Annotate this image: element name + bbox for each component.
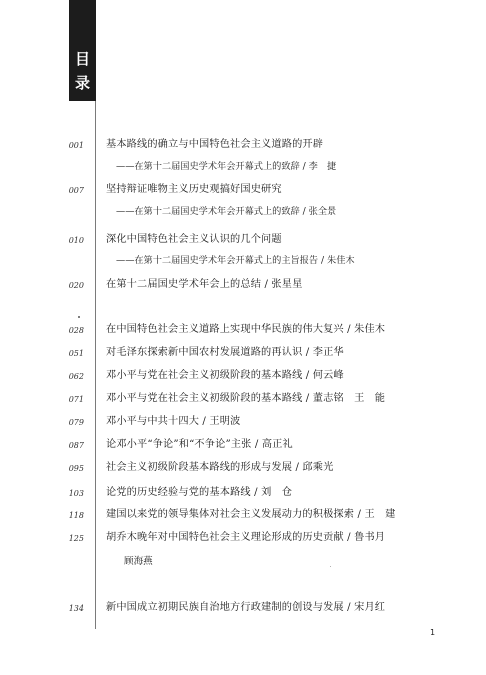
toc-title: 社会主义初级阶段基本路线的形成与发展 / 邱乘光: [106, 462, 334, 473]
toc-page-number: 071: [68, 395, 84, 404]
toc-page-number: 087: [68, 441, 84, 450]
toc-page-number: 028: [68, 326, 84, 335]
toc-author-continuation: 顾海燕: [124, 556, 153, 567]
toc-title: 邓小平与党在社会主义初级阶段的基本路线 / 何云峰: [106, 370, 344, 381]
toc-subtitle: ——在第十二届国史学术年会开幕式上的致辞 / 李 捷: [116, 161, 337, 172]
toc-title: 基本路线的确立与中国特色社会主义道路的开辟: [106, 139, 324, 150]
toc-page-number: 134: [68, 604, 84, 613]
toc-subtitle: ——在第十二届国史学术年会开幕式上的主旨报告 / 朱佳木: [116, 255, 355, 266]
toc-page-number: 020: [68, 281, 84, 290]
toc-page-number: 062: [68, 372, 84, 381]
toc-page-number: 001: [68, 141, 84, 150]
toc-title: 邓小平与党在社会主义初级阶段的基本路线 / 董志铭 王 能: [106, 393, 386, 404]
toc-page-number: 010: [68, 236, 84, 245]
contents-heading-bar: [69, 0, 96, 101]
stray-dot: [78, 316, 80, 318]
toc-title: 深化中国特色社会主义认识的几个问题: [106, 234, 282, 245]
toc-title: 论党的历史经验与党的基本路线 / 刘 仓: [106, 487, 293, 498]
toc-title: 胡乔木晚年对中国特色社会主义理论形成的历史贡献 / 鲁书月: [106, 532, 386, 543]
toc-page-number: 118: [68, 511, 84, 520]
toc-title: 在中国特色社会主义道路上实现中华民族的伟大复兴 / 朱佳木: [106, 324, 386, 335]
toc-page-number: 051: [68, 349, 84, 358]
toc-title: 邓小平与中共十四大 / 王明波: [106, 416, 241, 427]
stray-dot: [330, 566, 331, 567]
toc-title: 论邓小平“争论”和“不争论”主张 / 高正礼: [106, 439, 293, 450]
toc-page-number: 095: [68, 464, 84, 473]
toc-page-number: 103: [68, 489, 84, 498]
toc-title: 新中国成立初期民族自治地方行政建制的创设与发展 / 宋月红: [106, 602, 386, 613]
toc-subtitle: ——在第十二届国史学术年会开幕式上的致辞 / 张全景: [116, 206, 337, 217]
toc-page-number: 079: [68, 418, 84, 427]
heading-char-lu: 录: [74, 74, 90, 92]
toc-page-number: 007: [68, 186, 84, 195]
toc-title: 坚持辩证唯物主义历史观搞好国史研究: [106, 184, 282, 195]
toc-divider-line: [95, 101, 96, 629]
toc-page-number: 125: [68, 534, 84, 543]
heading-char-mu: 目: [74, 50, 90, 68]
toc-title: 对毛泽东探索新中国农村发展道路的再认识 / 李正华: [106, 347, 344, 358]
toc-title: 在第十二届国史学术年会上的总结 / 张星星: [106, 279, 303, 290]
folio-page-number: 1: [430, 628, 436, 637]
toc-title: 建国以来党的领导集体对社会主义发展动力的积极探索 / 王 建: [106, 509, 396, 520]
